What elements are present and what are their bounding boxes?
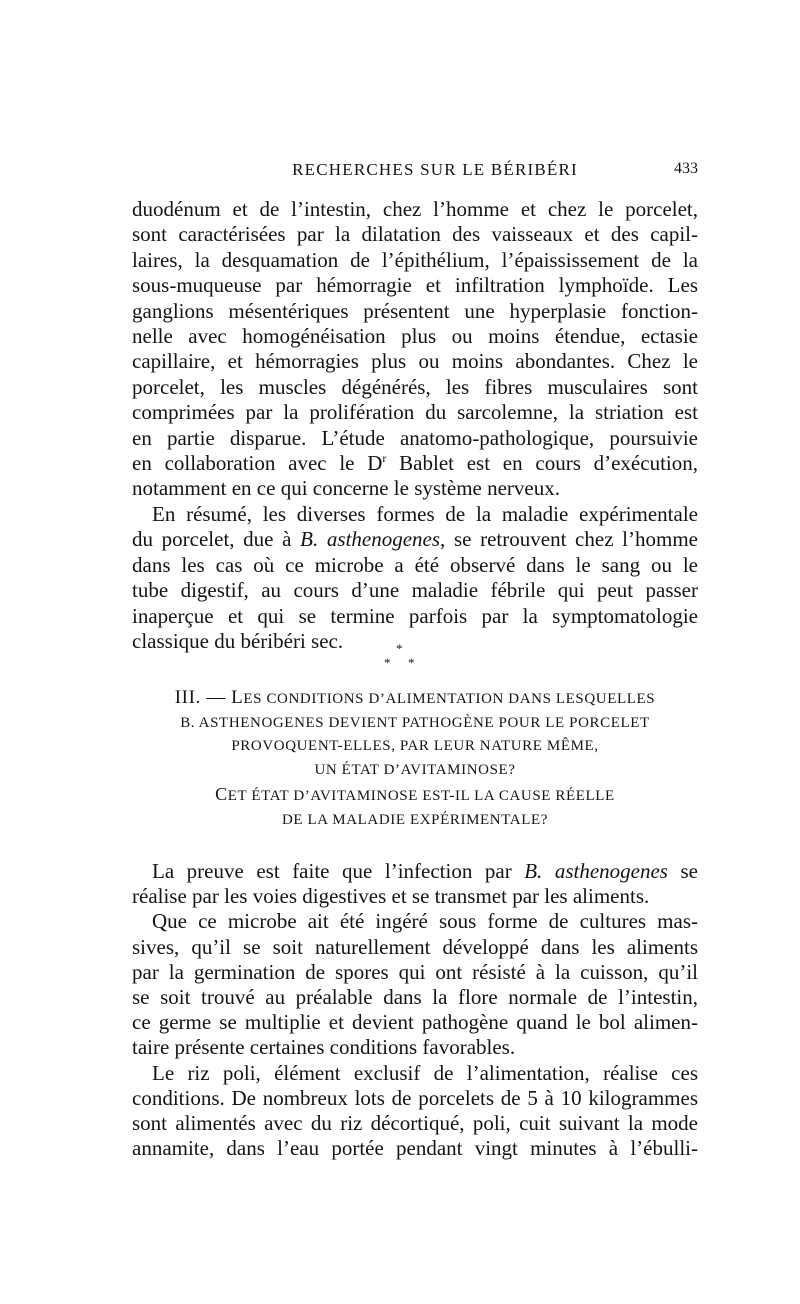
text-line: inaperçue et qui se termine parfois par la symptomatologie bbox=[132, 603, 698, 628]
paragraph-microbe bbox=[132, 909, 698, 1060]
heading-text: ET ÉTAT D’AVITAMINOSE EST-IL LA CAUSE RÉELLE bbox=[227, 787, 615, 804]
running-head bbox=[132, 160, 698, 184]
heading-line bbox=[132, 783, 698, 809]
text-line: se soit trouvé au préalable dans la flore normale de l’intestin, bbox=[132, 985, 698, 1010]
text-line: duodénum et de l’intestin, chez l’homme et chez le porcelet, bbox=[132, 197, 698, 221]
text-line: sives, qu’il se soit naturellement développé dans les aliments bbox=[132, 934, 698, 959]
paragraph-summary bbox=[132, 502, 698, 654]
species-name: B. asthenogenes bbox=[524, 859, 668, 883]
text-line: annamite, dans l’eau portée pendant vingt minutes à l’ébulli- bbox=[132, 1136, 698, 1161]
text-line: nelle avec homogénéisation plus ou moins étendue, ectasie bbox=[132, 324, 698, 349]
paragraph-continued bbox=[132, 197, 698, 502]
text-fragment: La preuve est faite que l’infection par bbox=[152, 859, 525, 883]
superscript: r bbox=[382, 451, 387, 466]
text-line: comprimées par la prolifération du sarcolemne, la striation est bbox=[132, 400, 698, 425]
text-line bbox=[132, 451, 698, 476]
asterism-star: * bbox=[408, 655, 415, 670]
paragraph-rice bbox=[132, 1061, 698, 1162]
text-line: ce germe se multiplie et devient pathogène quand le bol alimen- bbox=[132, 1010, 698, 1035]
upper-text-block bbox=[132, 197, 698, 654]
running-title: RECHERCHES SUR LE BÉRIBÉRI bbox=[292, 160, 578, 179]
heading-line: UN ÉTAT D’AVITAMINOSE? bbox=[314, 762, 516, 779]
heading-line: DE LA MALADIE EXPÉRIMENTALE? bbox=[282, 811, 548, 828]
asterism-star: * bbox=[396, 641, 403, 656]
text-line: ganglions mésentériques présentent une hyperplasie fonction- bbox=[132, 298, 698, 323]
text-line: En résumé, les diverses formes de la maladie expérimentale bbox=[152, 501, 698, 526]
text-line: Que ce microbe ait été ingéré sous forme de cultures mas- bbox=[152, 909, 698, 934]
text-line: réalise par les voies digestives et se transmet par les aliments. bbox=[132, 884, 650, 909]
text-fragment: en collaboration avec le D bbox=[132, 451, 383, 476]
asterism-star: * bbox=[384, 655, 391, 670]
text-line: sont alimentés avec du riz décortiqué, poli, cuit suivant la mode bbox=[132, 1111, 698, 1136]
page-number: 433 bbox=[674, 160, 698, 177]
text-line: taire présente certaines conditions favorables. bbox=[132, 1035, 516, 1060]
text-line: tube digestif, au cours d’une maladie fébrile qui peut passer bbox=[132, 578, 698, 603]
text-line: capillaire, et hémorragies plus ou moins abondantes. Chez le bbox=[132, 349, 698, 374]
text-line: sont caractérisées par la dilatation des vaisseaux et des capil- bbox=[132, 222, 698, 247]
text-fragment: Bablet est en cours d’exécution, bbox=[386, 451, 698, 476]
text-line: porcelet, les muscles dégénérés, les fibres musculaires sont bbox=[132, 374, 698, 399]
species-name: B. asthenogenes bbox=[300, 527, 441, 552]
heading-text: ES CONDITIONS D’ALIMENTATION DANS LESQUELLES bbox=[243, 691, 656, 707]
text-line: Le riz poli, élément exclusif de l’alimentation, réalise ces bbox=[152, 1060, 698, 1085]
heading-line bbox=[132, 686, 698, 712]
lower-text-block bbox=[132, 859, 698, 1161]
section-heading bbox=[132, 686, 698, 832]
text-line: en partie disparue. L’étude anatomo-pathologique, poursuivie bbox=[132, 425, 698, 450]
heading-line: PROVOQUENT-ELLES, PAR LEUR NATURE MÊME, bbox=[231, 738, 599, 755]
text-line: notamment en ce qui concerne le système nerveux. bbox=[132, 476, 560, 501]
text-line: dans les cas où ce microbe a été observé dans le sang ou le bbox=[132, 552, 698, 577]
text-line: par la germination de spores qui ont résisté à la cuisson, qu’il bbox=[132, 959, 698, 984]
text-line bbox=[132, 859, 698, 884]
text-fragment: , se retrouvent chez l’homme bbox=[440, 527, 698, 552]
paragraph-proof bbox=[132, 859, 698, 909]
text-fragment: du porcelet, due à bbox=[132, 527, 301, 552]
heading-initial: C bbox=[215, 783, 228, 804]
text-line: laires, la desquamation de l’épithélium, l’épaississement de la bbox=[132, 247, 698, 272]
section-numeral: III. — L bbox=[174, 687, 244, 708]
text-line: classique du béribéri sec. bbox=[132, 628, 344, 653]
text-line: sous-muqueuse par hémorragie et infiltration lymphoïde. Les bbox=[132, 273, 698, 298]
asterism bbox=[380, 642, 420, 672]
text-line bbox=[132, 527, 698, 552]
text-line: conditions. De nombreux lots de porcelets de 5 à 10 kilogrammes bbox=[132, 1085, 698, 1110]
heading-line: B. ASTHENOGENES DEVIENT PATHOGÈNE POUR LE PORCELET bbox=[180, 714, 650, 731]
text-fragment: se bbox=[667, 859, 698, 883]
